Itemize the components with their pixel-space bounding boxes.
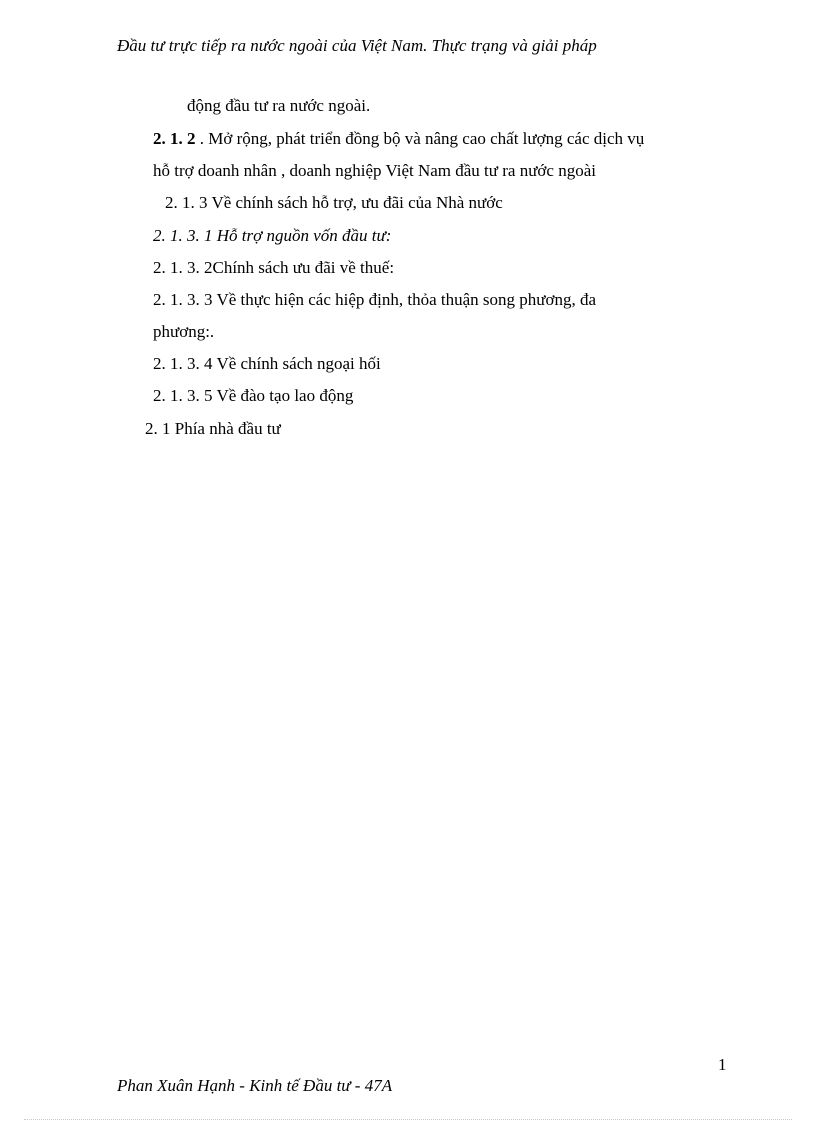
- footer-divider: [24, 1119, 792, 1120]
- running-footer: Phan Xuân Hạnh - Kinh tế Đầu tư - 47A: [117, 1076, 393, 1095]
- section-2-1-3: 2. 1. 3 Về chính sách hỗ trợ, ưu đãi của Nhà nước: [165, 193, 503, 212]
- section-2-1-3-4: 2. 1. 3. 4 Về chính sách ngoại hối: [153, 354, 381, 373]
- section-2-1-2-number: 2. 1. 2: [153, 129, 196, 148]
- page-number: 1: [718, 1055, 727, 1074]
- continuation-line: động đầu tư ra nước ngoài.: [187, 96, 371, 115]
- section-2-1-3-3-cont: phương:.: [153, 322, 215, 341]
- section-2-1-2-title-cont: hỗ trợ doanh nhân , doanh nghiệp Việt Nam đầu tư ra nước ngoài: [153, 161, 596, 180]
- section-2-1-2-title: . Mở rộng, phát triển đồng bộ và nâng cao chất lượng các dịch vụ: [195, 129, 645, 148]
- running-header: Đầu tư trực tiếp ra nước ngoài của Việt Nam. Thực trạng và giải pháp: [117, 36, 597, 55]
- section-2-1-3-5: 2. 1. 3. 5 Về đào tạo lao động: [153, 386, 354, 405]
- section-2-1-3-2: 2. 1. 3. 2Chính sách ưu đãi về thuế:: [153, 258, 395, 277]
- section-2-1: 2. 1 Phía nhà đầu tư: [145, 419, 281, 438]
- section-2-1-2: [153, 128, 644, 150]
- section-2-1-3-1: 2. 1. 3. 1 Hỗ trợ nguồn vốn đầu tư:: [153, 226, 392, 245]
- section-2-1-3-3: 2. 1. 3. 3 Về thực hiện các hiệp định, thỏa thuận song phương, đa: [153, 290, 597, 309]
